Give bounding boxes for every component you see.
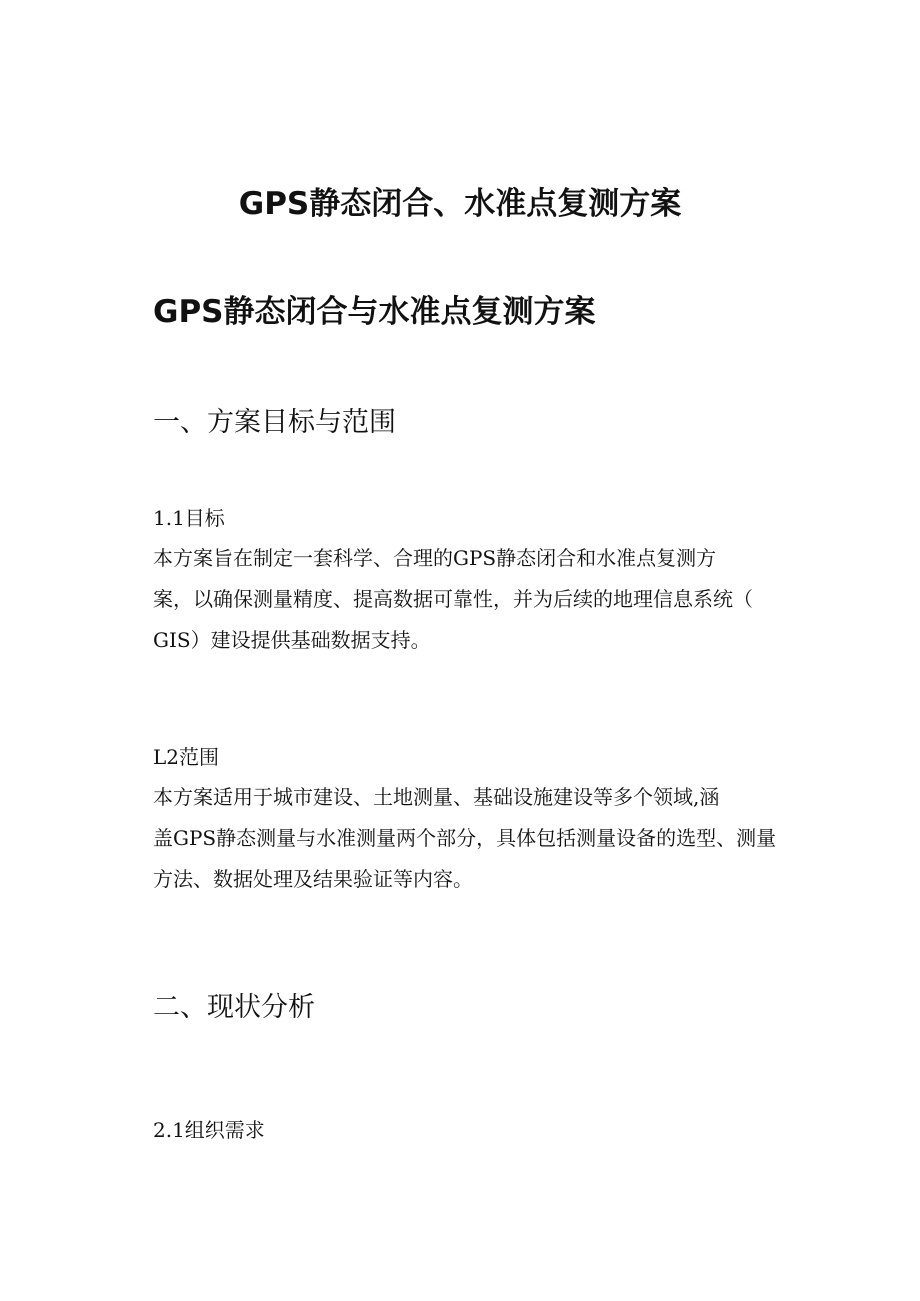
section-1-2-paragraph: [153, 777, 823, 900]
paragraph-line: 盖GPS静态测量与水准测量两个部分，具体包括测量设备的选型、测量: [153, 826, 777, 850]
section-1-2-heading: L2范围: [153, 745, 220, 769]
document-title: GPS静态闭合、水准点复测方案: [238, 186, 682, 222]
paragraph-line: 本方案适用于城市建设、土地测量、基础设施建设等多个领域,涵: [153, 785, 720, 809]
paragraph-line: 本方案旨在制定一套科学、合理的GPS静态闭合和水准点复测方: [153, 546, 717, 570]
paragraph-line: 案，以确保测量精度、提高数据可靠性，并为后续的地理信息系统（: [153, 587, 753, 611]
section-1-1-paragraph: [153, 538, 823, 661]
document-subtitle: GPS静态闭合与水准点复测方案: [153, 294, 596, 330]
section-2-1-heading: 2.1组织需求: [153, 1118, 265, 1142]
section-1-1-heading: 1.1目标: [153, 506, 225, 530]
paragraph-line: GIS）建设提供基础数据支持。: [153, 628, 431, 652]
section-1-heading: 一、方案目标与范围: [153, 407, 396, 438]
section-2-heading: 二、现状分析: [153, 992, 315, 1023]
paragraph-line: 方法、数据处理及结果验证等内容。: [153, 867, 473, 891]
